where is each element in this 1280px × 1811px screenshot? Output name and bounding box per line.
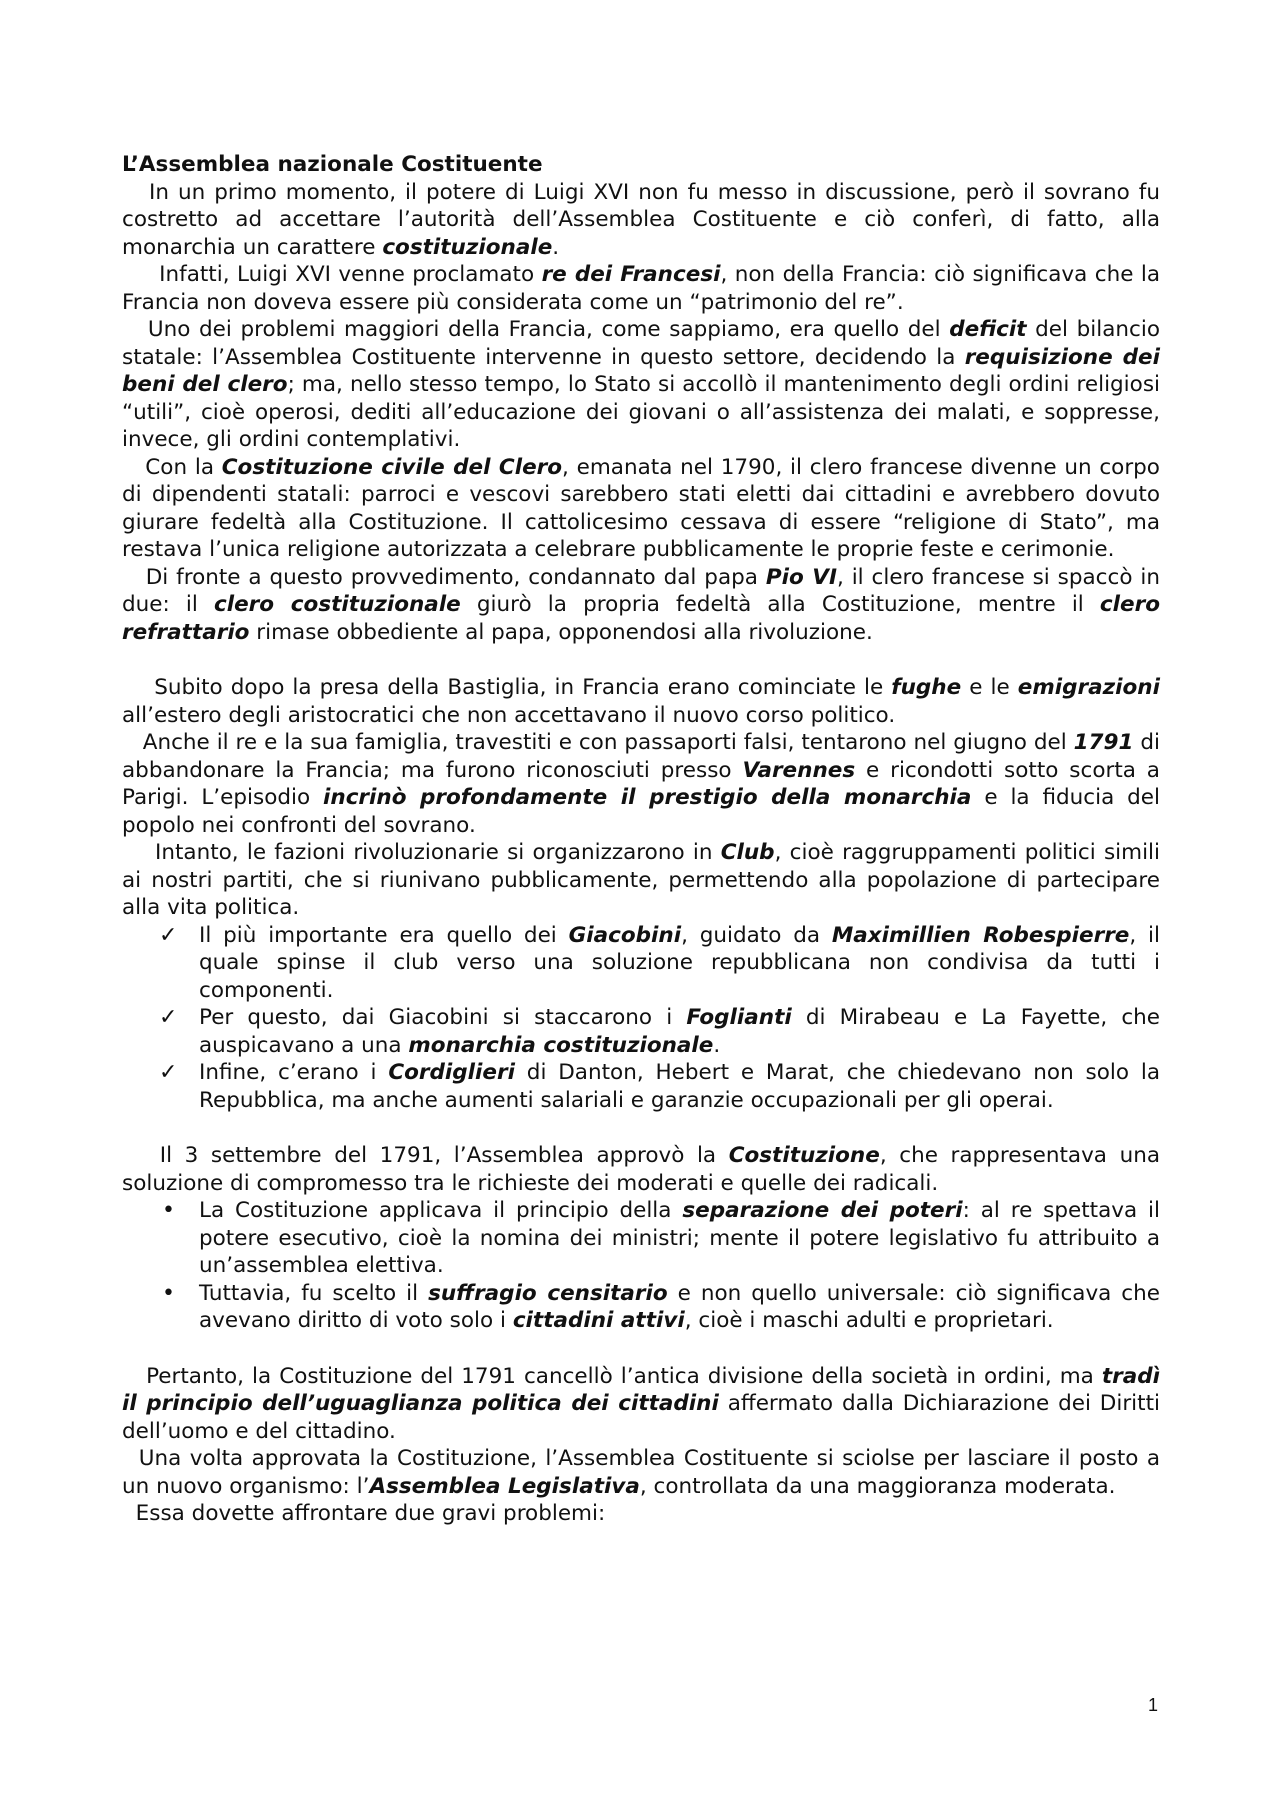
paragraph: Intanto, le fazioni rivoluzionarie si organizzarono in Club, cioè raggruppamenti politici simili ai nostri partiti, che si riunivano pubblicamente, permettendo alla popolazione di partecipare alla vita politica. (122, 840, 1167, 920)
paragraph: Subito dopo la presa della Bastiglia, in Francia erano cominciate le fughe e le emigrazioni all’estero degli aristocratici che non accettavano il nuovo corso politico. (122, 675, 1167, 728)
paragraph: Di fronte a questo provvedimento, condannato dal papa Pio VI, il clero francese si spaccò in due: il clero costituzionale giurò la propria fedeltà alla Costituzione, mentre il clero refrattario rimase obbediente al papa, opponendosi alla rivoluzione. (122, 564, 1168, 645)
paragraph: Essa dovette affrontare due gravi problemi: (122, 1501, 606, 1526)
checklist-item: ✓ Per questo, dai Giacobini si staccarono i Foglianti di Mirabeau e La Fayette, che auspicavano a una monarchia costituzionale. (199, 1004, 1160, 1059)
paragraph: Una volta approvata la Costituzione, l’Assemblea Costituente si sciolse per lasciare il posto a un nuovo organismo: l’Assemblea Legislativa, controllata da una maggioranza moderata. (122, 1446, 1167, 1499)
checklist-item: ✓ Infine, c’erano i Cordiglieri di Danton, Hebert e Marat, che chiedevano non solo la Repubblica, ma anche aumenti salariali e garanzie occupazionali per gli operai. (199, 1059, 1160, 1114)
spacer (122, 1335, 1160, 1363)
paragraph: Pertanto, la Costituzione del 1791 cancellò l’antica divisione della società in ordini, ma tradì il principio dell’uguaglianza politica dei cittadini affermato dalla Dichiarazione dei Diritti dell’uomo e del cittadino. (122, 1363, 1168, 1444)
club-checklist (122, 922, 1160, 1115)
paragraph: Con la Costituzione civile del Clero, emanata nel 1790, il clero francese divenne un corpo di dipendenti statali: parroci e vescovi sarebbero stati eletti dai cittadini e avrebbero dovuto giurare fedeltà alla Costituzione. Il cattolicesimo cessava di essere “religione di Stato”, ma restava l’unica religione autorizzata a celebrare pubblicamente le proprie feste e cerimonie. (122, 454, 1167, 562)
spacer (122, 1114, 1160, 1142)
paragraph: In un primo momento, il potere di Luigi XVI non fu messo in discussione, però il sovrano fu costretto ad accettare l’autorità dell’Assemblea Costituente e ciò conferì, di fatto, alla monarchia un carattere costituzionale. (122, 179, 1167, 260)
constitution-bullet-list (122, 1197, 1160, 1335)
paragraph: Il 3 settembre del 1791, l’Assemblea approvò la Costituzione, che rappresentava una soluzione di compromesso tra le richieste dei moderati e quelle dei radicali. (122, 1143, 1167, 1196)
checklist-item: ✓ Il più importante era quello dei Giacobini, guidato da Maximillien Robespierre, il quale spinse il club verso una soluzione repubblicana non condivisa da tutti i componenti. (199, 922, 1160, 1005)
paragraph: Infatti, Luigi XVI venne proclamato re dei Francesi, non della Francia: ciò significava che la Francia non doveva essere più considerata come un “patrimonio del re”. (122, 262, 1167, 315)
paragraph: Anche il re e la sua famiglia, travestiti e con passaporti falsi, tentarono nel giugno del 1791 di abbandonare la Francia; ma furono riconosciuti presso Varennes e ricondotti sotto scorta a Parigi. L’episodio incrinò profondamente il prestigio della monarchia e la fiducia del popolo nei confronti del sovrano. (122, 730, 1167, 838)
bullet-item: • Tuttavia, fu scelto il suffragio censitario e non quello universale: ciò significava che avevano diritto di voto solo i cittadini attivi, cioè i maschi adulti e proprietari. (199, 1280, 1160, 1335)
page-title: L’Assemblea nazionale Costituente (122, 152, 543, 177)
bullet-item: • La Costituzione applicava il principio della separazione dei poteri: al re spettava il potere esecutivo, cioè la nomina dei ministri; mente il potere legislativo fu attribuito a un’assemblea elettiva. (199, 1197, 1160, 1280)
page-number: 1 (1147, 1695, 1158, 1715)
paragraph: Uno dei problemi maggiori della Francia, come sappiamo, era quello del deficit del bilancio statale: l’Assemblea Costituente intervenne in questo settore, decidendo la requisizione dei beni del clero; ma, nello stesso tempo, lo Stato si accollò il mantenimento degli ordini religiosi “utili”, cioè operosi, dediti all’educazione dei giovani o all’assistenza dei malati, e soppresse, invece, gli ordini contemplativi. (122, 317, 1168, 452)
spacer (122, 646, 1160, 674)
